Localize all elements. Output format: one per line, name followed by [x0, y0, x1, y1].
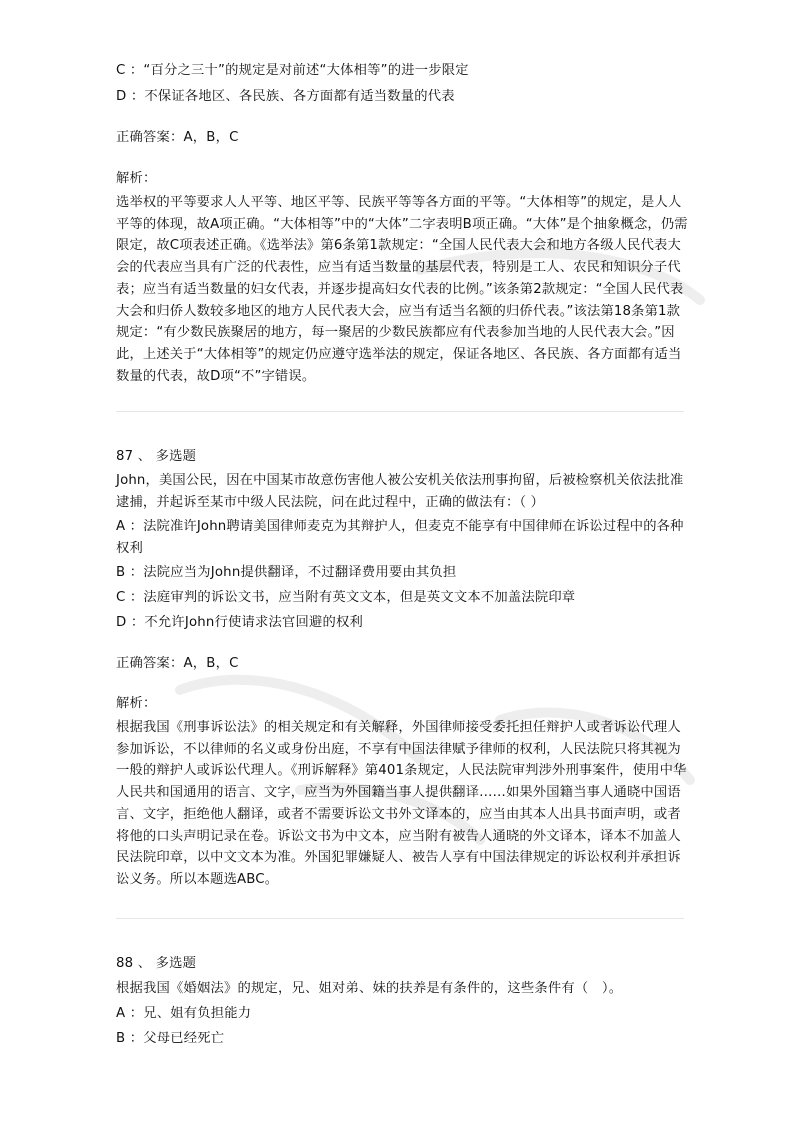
q87-option-a: A ：法院准许John聘请美国律师麦克为其辩护人，但麦克不能享有中国律师在诉讼过程中的各种权利: [116, 519, 684, 556]
q86-analysis-text: 选举权的平等要求人人平等、地区平等、民族平等等各方面的平等。“大体相等”的规定，是人人平等的体现，故A项正确。“大体相等”中的“大体”二字表明B项正确。“大体”是个抽象概念，仍需限定，故C项表述正确。《选举法》第6条第1款规定：“全国人民代表大会和地方各级人民代表大会的代表应当具有广泛的代表性，应当有适当数量的基层代表，特别是工人、农民和知识分子代表；应当有适当数量的妇女代表，并逐步提高妇女代表的比例。”该条第2款规定：“全国人民代表大会和归侨人数较多地区的地方人民代表大会，应当有适当名额的归侨代表。”该法第18条第1款规定：“有少数民族聚居的地方，每一聚居的少数民族都应有代表参加当地的人民代表大会。”因此，上述关于“大体相等”的规定仍应遵守选举法的规定，保证各地区、各民族、各方面都有适当数量的代表，故D项“不”字错误。: [116, 195, 688, 384]
q88-option-a: A ：兄、姐有负担能力: [116, 1006, 252, 1021]
q86-answer: 正确答案：A，B，C: [116, 130, 239, 145]
q88-stem: 根据我国《婚姻法》的规定，兄、姐对弟、妹的扶养是有条件的，这些条件有（ ）。: [116, 981, 623, 996]
q87-answer: 正确答案：A，B，C: [116, 656, 239, 671]
q86-analysis-label: 解析：: [116, 171, 157, 186]
q86-option-c: C ：“百分之三十”的规定是对前述“大体相等”的进一步限定: [116, 63, 469, 78]
q88-option-b: B ：父母已经死亡: [116, 1031, 225, 1046]
q88-header: 88 、 多选题: [116, 956, 197, 971]
q87-option-c: C ：法庭审判的诉讼文书，应当附有英文文本，但是英文文本不加盖法院印章: [116, 590, 576, 605]
q87-analysis-text: 根据我国《刑事诉讼法》的相关规定和有关解释，外国律师接受委托担任辩护人或者诉讼代理人参加诉讼，不以律师的名义或身份出庭，不享有中国法律赋予律师的权利，人民法院只将其视为一般的辩护人或诉讼代理人。《刑诉解释》第401条规定，人民法院审判涉外刑事案件，使用中华人民共和国通用的语言、文字，应当为外国籍当事人提供翻译……如果外国籍当事人通晓中国语言、文字，拒绝他人翻译，或者不需要诉讼文书外文译本的，应当由其本人出具书面声明，或者将他的口头声明记录在卷。诉讼文书为中文本，应当附有被告人通晓的外文译本，译本不加盖人民法院印章，以中文文本为准。外国犯罪嫌疑人、被告人享有中国法律规定的诉讼权利并承担诉讼义务。所以本题选ABC。: [116, 720, 687, 887]
q87-header: 87 、 多选题: [116, 449, 197, 464]
q87-option-b: B ：法院应当为John提供翻译，不过翻译费用要由其负担: [116, 565, 457, 580]
divider: [116, 411, 684, 412]
q87-stem: John，美国公民，因在中国某市故意伤害他人被公安机关依法刑事拘留，后被检察机关依法批准逮捕，并起诉至某市中级人民法院，问在此过程中，正确的做法有：（ ）: [116, 473, 684, 510]
divider: [116, 918, 684, 919]
q87-option-d: D ：不允许John行使请求法官回避的权利: [116, 615, 364, 630]
q87-analysis-label: 解析：: [116, 696, 157, 711]
q86-option-d: D ：不保证各地区、各民族、各方面都有适当数量的代表: [116, 89, 455, 104]
